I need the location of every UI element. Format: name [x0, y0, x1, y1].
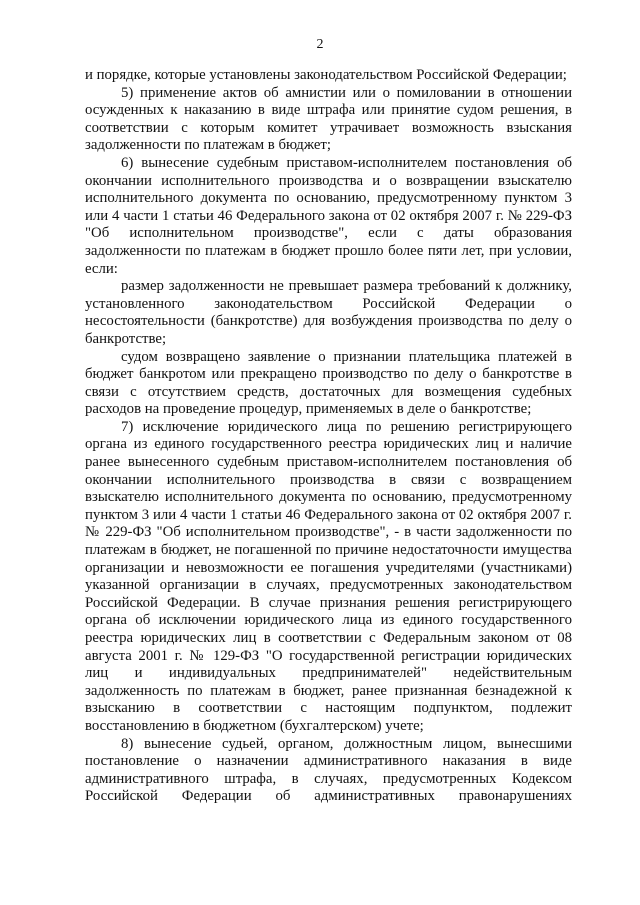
paragraph-item-6: 6) вынесение судебным приставом-исполнителем постановления об окончании исполнительного производства и о возвращении взыскателю исполнительного документа по основанию, предусмотренному пунктом 3 или 4 части 1 статьи 46 Федерального закона от 02 октября 2007 г. № 229-ФЗ "Об исполнительном производстве", если с даты образования задолженности по платежам в бюджет прошло более пяти лет, при условии, если: — [85, 154, 572, 277]
paragraph-item-7: 7) исключение юридического лица по решению регистрирующего органа из единого государственного реестра юридических лиц и наличие ранее вынесенного судебным приставом-исполнителем постановления об окончании исполнительного производства в связи с возвращением взыскателю исполнительного документа по основанию, предусмотренному пунктом 3 или 4 части 1 статьи 46 Федерального закона от 02 октября 2007 г. № 229-ФЗ "Об исполнительном производстве", - в части задолженности по платежам в бюджет, не погашенной по причине недостаточности имущества организации и невозможности ее погашения учредителями (участниками) указанной организации в случаях, предусмотренных законодательством Российской Федерации. В случае признания решения регистрирующего органа об исключении юридического лица из единого государственного реестра юридических лиц в соответствии с Федеральным законом от 08 августа 2001 г. № 129-ФЗ "О государственной регистрации юридических лиц и индивидуальных предпринимателей" недействительным задолженность по платежам в бюджет, ранее признанная безнадежной к взысканию в соответствии с настоящим подпунктом, подлежит восстановлению в бюджетном (бухгалтерском) учете; — [85, 418, 572, 734]
paragraph-item-8: 8) вынесение судьей, органом, должностным лицом, вынесшими постановление о назначении административного наказания в виде административного штрафа, в случаях, предусмотренных Кодексом Российской Федерации об административных правонарушениях — [85, 735, 572, 805]
document-body — [85, 67, 572, 806]
paragraph-condition-1: размер задолженности не превышает размера требований к должнику, установленного законодательством Российской Федерации о несостоятельности (банкротстве) для возбуждения производства по делу о банкротстве; — [85, 278, 572, 347]
paragraph-continuation: и порядке, которые установлены законодательством Российской Федерации; — [85, 67, 567, 83]
paragraph-condition-2: судом возвращено заявление о признании плательщика платежей в бюджет банкротом или прекращено производство по делу о банкротстве в связи с отсутствием средств, достаточных для возмещения судебных расходов на проведение процедур, применяемых в деле о банкротстве; — [85, 348, 572, 418]
page-number: 2 — [316, 37, 324, 52]
paragraph-item-5: 5) применение актов об амнистии или о помиловании в отношении осужденных к наказанию в виде штрафа или принятие судом решения, в соответствии с которым комитет утрачивает возможность взыскания задолженности по платежам в бюджет; — [85, 84, 572, 154]
